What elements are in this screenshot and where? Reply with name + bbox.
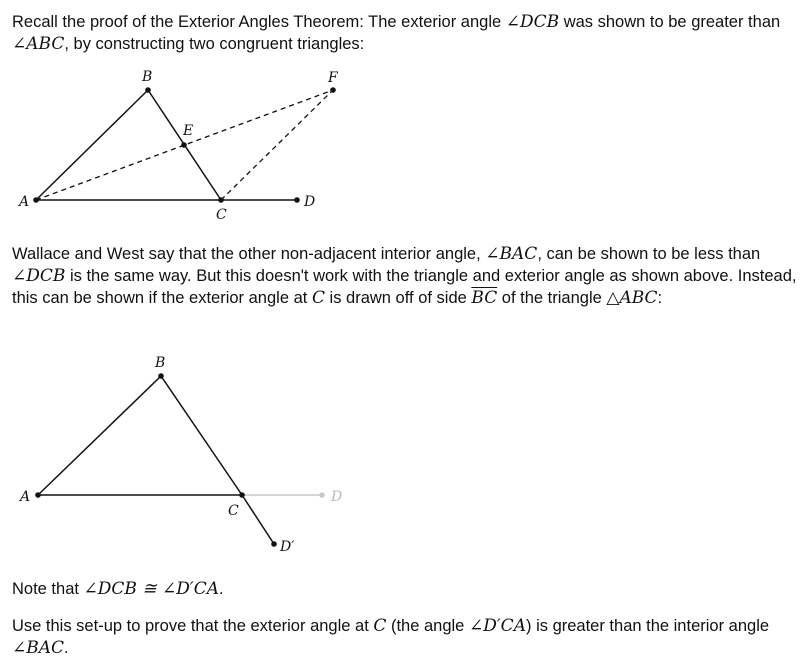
middle-text: Wallace and West say that the other non-adjacent interior angle, [12,245,486,263]
note-paragraph [12,578,797,600]
label-d-prime: D′ [280,539,295,555]
math-angle: ∠DCB [505,12,560,32]
task-text: . [64,639,69,657]
task-text: Use this set-up to prove that the exterior angle at [12,617,374,635]
math-point: C [311,288,325,308]
middle-text: of the triangle [497,289,607,307]
math-angle: ∠ABC [12,34,65,54]
note-text: . [219,580,224,598]
task-paragraph [12,615,797,659]
math-angle: ∠DCB [12,266,66,286]
math-angle: ∠BAC [485,244,538,264]
middle-text: is drawn off of side [324,289,472,307]
math-triangle: △ABC [606,288,658,308]
middle-text: : [657,289,663,307]
label-b: B [155,355,166,371]
label-a: A [19,194,30,210]
middle-text: is the same way. But this doesn't work with the triangle and exterior angle as shown above. Instead, this can be shown if the exterior angle at [12,267,797,307]
math-segment: $\overline{BC}$ [471,288,498,308]
math-angle: ∠D′CA [468,616,526,636]
label-a: A [20,489,31,505]
label-e: E [183,123,194,139]
label-c: C [228,503,239,519]
intro-text: was shown to be greater than [559,13,781,31]
math-point: C [373,616,387,636]
label-b: B [142,69,153,85]
label-c: C [216,207,227,223]
intro-text: Recall the proof of the Exterior Angles Theorem: The exterior angle [12,13,506,31]
task-text: ) is greater than the interior angle [525,617,770,635]
label-d: D [304,194,316,210]
middle-text: , can be shown to be less than [537,245,761,263]
label-d: D [331,489,343,505]
math-angle: ∠BAC [12,638,65,658]
intro-text: , by constructing two congruent triangles: [64,35,365,53]
note-text: Note that [12,580,84,598]
label-f: F [328,70,338,86]
task-text: (the angle [386,617,469,635]
math-congruence: ∠DCB ≅ ∠D′CA [83,579,219,599]
